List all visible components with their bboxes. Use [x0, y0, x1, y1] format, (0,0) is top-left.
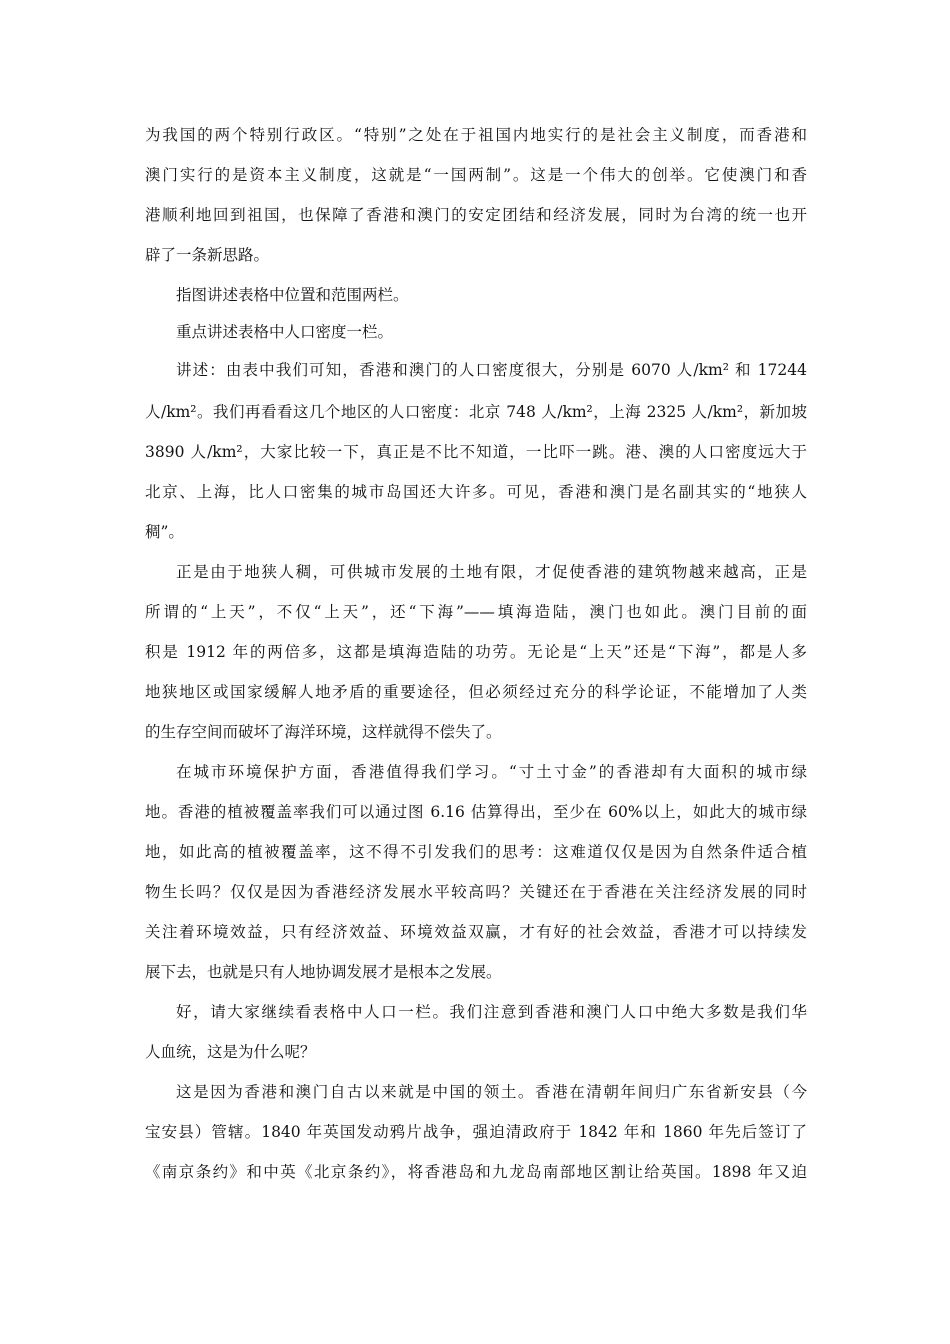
text-line: 《南京条约》和中英《北京条约》，将香港岛和九龙岛南部地区割让给英国。1898 年又迫	[145, 1163, 807, 1181]
text-line: 讲述：由表中我们可知，香港和澳门的人口密度很大，分别是 6070 人/km² 和 17244	[176, 361, 807, 379]
text-line: 积是 1912 年的两倍多，这都是填海造陆的功劳。无论是“上天”还是“下海”，都是人多	[145, 643, 807, 661]
text-line: 辟了一条新思路。	[145, 246, 270, 264]
text-line: 3890 人/km²，大家比较一下，真正是不比不知道，一比吓一跳。港、澳的人口密度远大于	[145, 443, 807, 461]
text-line: 澳门实行的是资本主义制度，这就是“一国两制”。这是一个伟大的创举。它使澳门和香	[145, 166, 807, 184]
text-line: 展下去，也就是只有人地协调发展才是根本之发展。	[145, 963, 502, 981]
text-line: 好，请大家继续看表格中人口一栏。我们注意到香港和澳门人口中绝大多数是我们华	[176, 1003, 807, 1021]
text-line: 指图讲述表格中位置和范围两栏。	[176, 286, 409, 304]
text-line: 的生存空间而破坏了海洋环境，这样就得不偿失了。	[145, 723, 502, 741]
text-line: 重点讲述表格中人口密度一栏。	[176, 323, 394, 341]
text-line: 稠”。	[145, 523, 184, 541]
text-line: 地。香港的植被覆盖率我们可以通过图 6.16 估算得出，至少在 60%以上，如此大的城市绿	[145, 803, 807, 821]
text-line: 这是因为香港和澳门自古以来就是中国的领土。香港在清朝年间归广东省新安县（今	[176, 1083, 807, 1101]
text-line: 在城市环境保护方面，香港值得我们学习。“寸土寸金”的香港却有大面积的城市绿	[176, 763, 807, 781]
text-line: 正是由于地狭人稠，可供城市发展的土地有限，才促使香港的建筑物越来越高，正是	[176, 563, 807, 581]
text-line: 地，如此高的植被覆盖率，这不得不引发我们的思考：这难道仅仅是因为自然条件适合植	[145, 843, 807, 861]
text-line: 所谓的“上天”，不仅“上天”，还“下海”——填海造陆，澳门也如此。澳门目前的面	[145, 603, 807, 621]
text-line: 人血统，这是为什么呢？	[145, 1043, 316, 1061]
text-line: 宝安县）管辖。1840 年英国发动鸦片战争，强迫清政府于 1842 年和 1860 年先后签订了	[145, 1123, 807, 1141]
text-line: 为我国的两个特别行政区。“特别”之处在于祖国内地实行的是社会主义制度，而香港和	[145, 126, 807, 144]
text-line: 物生长吗？仅仅是因为香港经济发展水平较高吗？关键还在于香港在关注经济发展的同时	[145, 883, 807, 901]
text-line: 关注着环境效益，只有经济效益、环境效益双赢，才有好的社会效益，香港才可以持续发	[145, 923, 807, 941]
text-line: 人/km²。我们再看看这几个地区的人口密度：北京 748 人/km²，上海 2325 人/km²，新加坡	[145, 403, 807, 421]
text-line: 地狭地区或国家缓解人地矛盾的重要途径，但必须经过充分的科学论证，不能增加了人类	[145, 683, 807, 701]
text-line: 港顺利地回到祖国，也保障了香港和澳门的安定团结和经济发展，同时为台湾的统一也开	[145, 206, 807, 224]
text-line: 北京、上海，比人口密集的城市岛国还大许多。可见，香港和澳门是名副其实的“地狭人	[145, 483, 807, 501]
